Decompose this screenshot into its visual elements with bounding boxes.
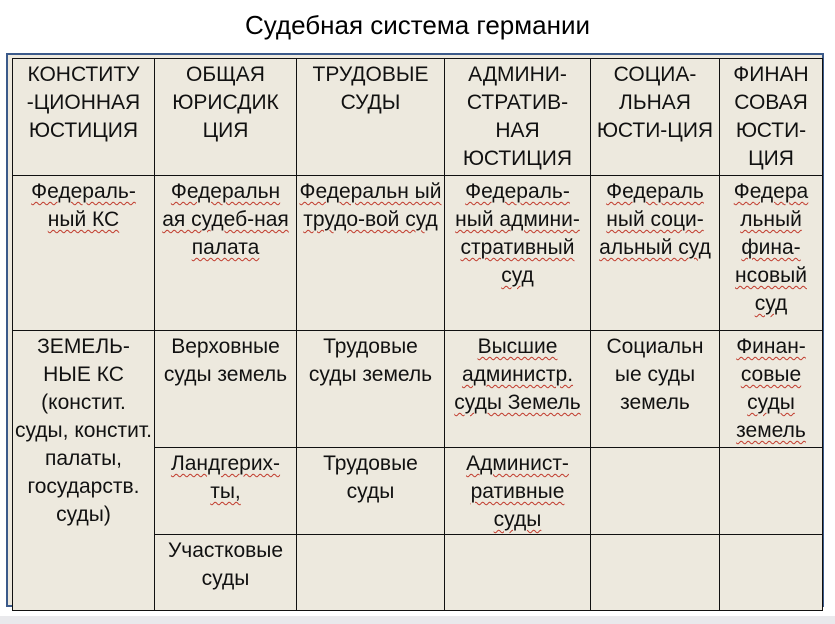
cell-text: Ландгерих-ты, [170, 452, 281, 503]
header-social-justice: СОЦИА-ЛЬНАЯ ЮСТИ-ЦИЯ [591, 59, 720, 176]
header-general-jurisdiction: ОБЩАЯ ЮРИСДИК ЦИЯ [155, 59, 297, 176]
federal-social-court [591, 176, 720, 331]
land-constitutional-courts: ЗЕМЕЛЬ-НЫЕ КС (констит. суды, констит. палаты, государств. суды) [13, 331, 155, 611]
empty-cell [445, 535, 591, 611]
land-social-courts: Социальн ые суды земель [591, 331, 720, 448]
land-supreme-courts: Верховные суды земель [155, 331, 297, 448]
empty-cell [591, 448, 720, 535]
cell-text: Федеральн ый трудо-вой суд [299, 180, 442, 231]
court-system-table [12, 58, 823, 611]
cell-text: Финан-совые суды земель [736, 335, 806, 442]
cell-text: Федеральн ая судеб-ная палата [162, 180, 289, 259]
cell-text: Федераль-ный админи-стративный суд [455, 180, 580, 287]
header-administrative-justice: АДМИНИ-СТРАТИВ-НАЯ ЮСТИЦИЯ [445, 59, 591, 176]
land-finance-courts [720, 331, 823, 448]
table-row-land [13, 331, 823, 448]
table-row-header [13, 59, 823, 176]
local-courts: Участковые суды [155, 535, 297, 611]
cell-text: Федера льный фина-нсовый суд [733, 180, 809, 315]
labour-courts: Трудовые суды [297, 448, 445, 535]
empty-cell [591, 535, 720, 611]
empty-cell [720, 535, 823, 611]
header-financial-justice: ФИНАН СОВАЯ ЮСТИ-ЦИЯ [720, 59, 823, 176]
land-labour-courts: Трудовые суды земель [297, 331, 445, 448]
header-labour-courts: ТРУДОВЫЕ СУДЫ [297, 59, 445, 176]
empty-cell [720, 448, 823, 535]
administrative-courts [445, 448, 591, 535]
table-row-federal [13, 176, 823, 331]
header-constitutional-justice: КОНСТИТУ -ЦИОННАЯ ЮСТИЦИЯ [13, 59, 155, 176]
cell-text: Федераль ный соци-альный суд [599, 180, 711, 259]
federal-administrative-court [445, 176, 591, 331]
regional-courts [155, 448, 297, 535]
empty-cell [297, 535, 445, 611]
land-higher-administrative-courts [445, 331, 591, 448]
federal-labour-court [297, 176, 445, 331]
federal-finance-court [720, 176, 823, 331]
page-title: Судебная система германии [245, 10, 590, 40]
cell-text: Админист-ративные суды [466, 452, 569, 531]
cell-text: Высшие администр. суды Земель [454, 335, 581, 414]
window-bottom-strip [0, 616, 835, 624]
federal-constitutional-court [13, 176, 155, 331]
cell-text: Федераль-ный КС [31, 180, 136, 231]
federal-court-of-justice [155, 176, 297, 331]
